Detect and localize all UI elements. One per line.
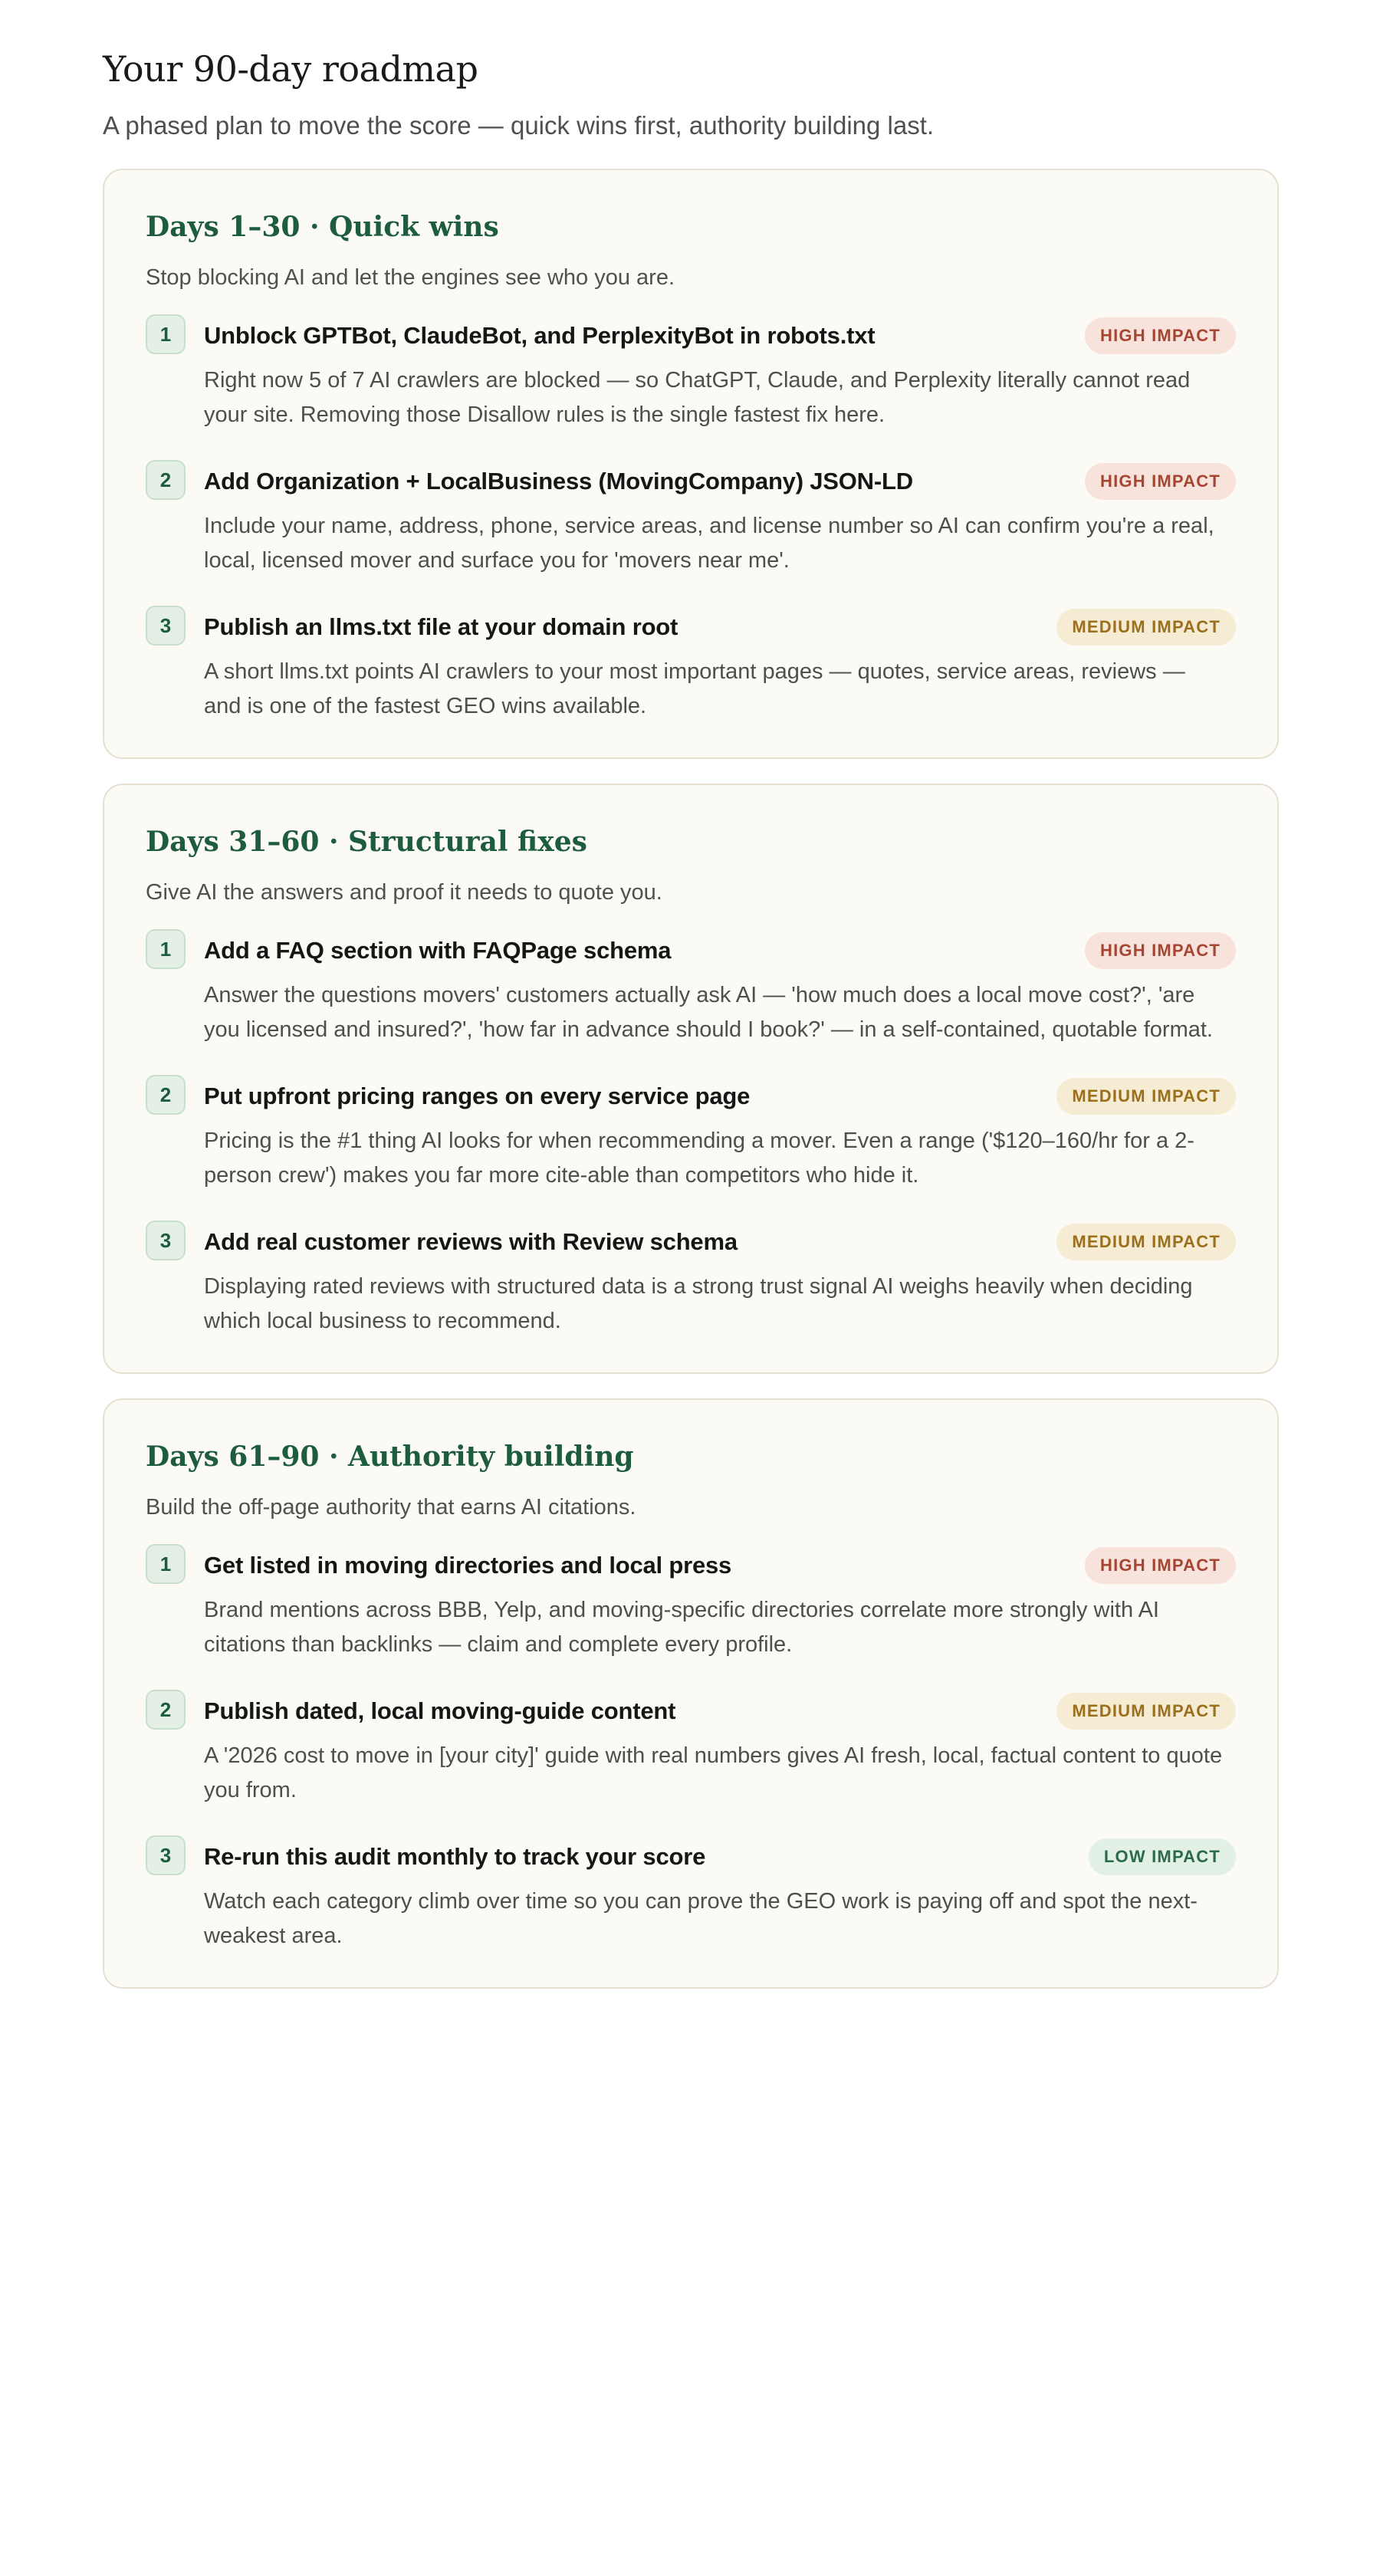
task-item [146,1693,1236,1808]
task-item [146,609,1236,724]
task-description: Watch each category climb over time so you can prove the GEO work is paying off and spot the next-weakest area. [204,1889,1198,1948]
phase-description: Build the off-page authority that earns AI citations. [146,1495,636,1520]
page-subtitle: A phased plan to move the score — quick wins first, authority building last. [103,111,935,140]
task-title: Get listed in moving directories and local press [204,1552,732,1579]
phase-card-quick-wins [103,169,1279,759]
task-header [204,1547,1236,1584]
impact-badge-medium: MEDIUM IMPACT [1056,1693,1236,1730]
task-description: A '2026 cost to move in [your city]' guide with real numbers gives AI fresh, local, factual content to quote you from. [204,1743,1223,1802]
page-title: Your 90-day roadmap [103,48,478,90]
task-header [204,1078,1236,1115]
task-body [204,317,1236,432]
task-description: Right now 5 of 7 AI crawlers are blocked — so ChatGPT, Claude, and Perplexity literally cannot read your site. Removing those Disallow rules is the single fastest fix here. [204,368,1191,427]
roadmap-page [103,46,1279,2013]
impact-badge-high: HIGH IMPACT [1085,317,1236,354]
task-number: 1 [146,1544,186,1584]
task-item [146,1838,1236,1953]
task-list [146,932,1236,1339]
impact-badge-medium: MEDIUM IMPACT [1056,1224,1236,1260]
task-description: Include your name, address, phone, service areas, and license number so AI can confirm you're a real, local, licensed mover and surface you for 'movers near me'. [204,514,1214,573]
task-description: Displaying rated reviews with structured data is a strong trust signal AI weighs heavily when deciding which local business to recommend. [204,1274,1193,1333]
task-number: 2 [146,1690,186,1730]
phase-list [103,169,1279,1989]
task-header [204,317,1236,354]
phase-title: Days 1–30 · Quick wins [146,211,499,243]
impact-badge-medium: MEDIUM IMPACT [1056,1078,1236,1115]
task-body [204,1693,1236,1808]
task-title: Re-run this audit monthly to track your score [204,1843,706,1870]
task-header [204,463,1236,500]
phase-card-structural-fixes [103,784,1279,1374]
task-description: Answer the questions movers' customers actually ask AI — 'how much does a local move cost?', 'are you licensed and insured?', 'how far in advance should I book?' — in a self-contained, quotable format. [204,983,1213,1042]
task-title: Publish an llms.txt file at your domain root [204,613,678,640]
task-body [204,1838,1236,1953]
task-body [204,1078,1236,1193]
task-item [146,932,1236,1047]
task-body [204,1224,1236,1339]
impact-badge-high: HIGH IMPACT [1085,932,1236,969]
phase-description: Stop blocking AI and let the engines see who you are. [146,265,675,290]
impact-badge-medium: MEDIUM IMPACT [1056,609,1236,646]
task-header [204,932,1236,969]
task-description: A short llms.txt points AI crawlers to your most important pages — quotes, service areas, reviews — and is one of the fastest GEO wins available. [204,659,1185,718]
phase-card-authority-building [103,1398,1279,1989]
task-item [146,1224,1236,1339]
task-item [146,463,1236,578]
impact-badge-low: LOW IMPACT [1089,1838,1236,1875]
task-description: Pricing is the #1 thing AI looks for when recommending a mover. Even a range ('$120–160/hr for a 2-person crew') makes you far more cite-able than competitors who hide it. [204,1129,1194,1188]
task-title: Put upfront pricing ranges on every service page [204,1083,751,1109]
task-item [146,1078,1236,1193]
task-number: 1 [146,314,186,354]
impact-badge-high: HIGH IMPACT [1085,463,1236,500]
task-header [204,1693,1236,1730]
task-title: Add a FAQ section with FAQPage schema [204,937,672,964]
task-description: Brand mentions across BBB, Yelp, and moving-specific directories correlate more strongly with AI citations than backlinks — claim and complete every profile. [204,1598,1159,1657]
task-title: Add real customer reviews with Review schema [204,1228,738,1255]
task-number: 3 [146,606,186,646]
task-body [204,609,1236,724]
phase-description: Give AI the answers and proof it needs to quote you. [146,880,662,905]
task-body [204,1547,1236,1662]
task-list [146,1547,1236,1953]
phase-title: Days 61–90 · Authority building [146,1441,634,1473]
task-item [146,317,1236,432]
task-title: Publish dated, local moving-guide content [204,1697,676,1724]
impact-badge-high: HIGH IMPACT [1085,1547,1236,1584]
task-title: Unblock GPTBot, ClaudeBot, and PerplexityBot in robots.txt [204,322,876,349]
task-header [204,1838,1236,1875]
task-body [204,463,1236,578]
task-number: 3 [146,1835,186,1875]
task-list [146,317,1236,724]
task-item [146,1547,1236,1662]
task-number: 2 [146,1075,186,1115]
task-number: 1 [146,929,186,969]
task-header [204,1224,1236,1260]
phase-title: Days 31–60 · Structural fixes [146,826,587,858]
task-number: 2 [146,460,186,500]
task-title: Add Organization + LocalBusiness (MovingCompany) JSON-LD [204,468,913,495]
task-number: 3 [146,1221,186,1260]
task-header [204,609,1236,646]
task-body [204,932,1236,1047]
